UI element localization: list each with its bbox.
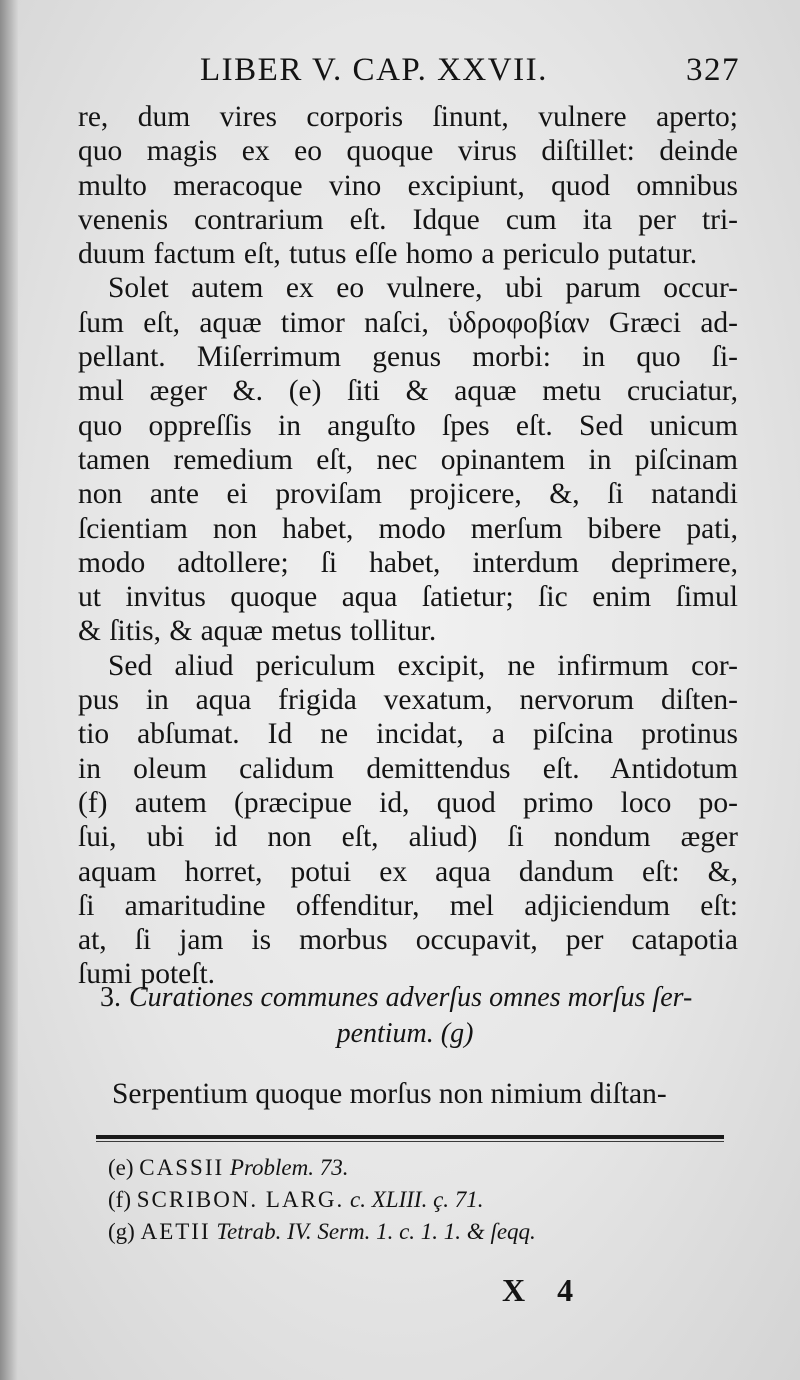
- running-head: [200, 52, 740, 96]
- section-number: 3.: [100, 982, 121, 1013]
- footnote-mark: (g): [108, 1219, 135, 1244]
- body-line: Sed aliud periculum excipit, ne infirmum cor-: [108, 649, 738, 682]
- footnote-author: SCRIBON. LARG.: [136, 1187, 345, 1212]
- body-line: at, ſi jam is morbus occupavit, per catapotia: [78, 924, 738, 957]
- body-line: tamen remedium eſt, nec opinantem in piſcinam: [78, 443, 738, 476]
- body-line: mul æger &. (e) ſiti & aquæ metu cruciatur,: [78, 375, 738, 408]
- body-line: multo meracoque vino excipiunt, quod omnibus: [78, 169, 738, 202]
- running-head-title: LIBER V. CAP. XXVII.: [200, 52, 548, 88]
- body-line: (f) autem (præcipue id, quod primo loco po-: [78, 786, 738, 819]
- footnote-author: CASSII: [139, 1155, 225, 1180]
- section-title-line2: pentium. (g): [336, 1018, 474, 1049]
- page-gutter-edge: [0, 0, 18, 1380]
- body-line: ut invitus quoque aqua ſatietur; ſic enim ſimul: [78, 581, 738, 614]
- footnote-reference: Problem. 73.: [229, 1155, 349, 1180]
- body-line: Solet autem ex eo vulnere, ubi parum occur-: [108, 272, 738, 305]
- section-title-line1: Curationes communes adverſus omnes morſus ſer-: [129, 982, 693, 1013]
- body-line: in oleum calidum demittendus eſt. Antidotum: [78, 752, 738, 785]
- body-line: ſum eſt, aquæ timor naſci, ὑδροφοβίαν Græci ad-: [78, 306, 738, 339]
- body-line: ſui, ubi id non eſt, aliud) ſi nondum æger: [78, 821, 738, 854]
- body-line: pus in aqua frigida vexatum, nervorum diſten-: [78, 684, 738, 717]
- footnote-rule-thin: [96, 1141, 724, 1142]
- continuation-line: Serpentium quoque morſus non nimium diſtan-: [112, 1078, 667, 1110]
- body-line: & ſitis, & aquæ metus tollitur.: [78, 615, 437, 648]
- footnote-mark: (e): [108, 1155, 134, 1180]
- body-line: modo adtollere; ſi habet, interdum deprimere,: [78, 546, 738, 579]
- footnote-rule: [96, 1135, 724, 1139]
- body-line: ſcientiam non habet, modo merſum bibere pati,: [78, 512, 738, 545]
- section-heading: [100, 980, 750, 1052]
- footnote: [108, 1184, 728, 1216]
- body-line: ſumi poteſt.: [78, 958, 216, 991]
- page-number: 327: [686, 52, 740, 88]
- footnotes: [108, 1152, 728, 1248]
- footnote-reference: Tetrab. IV. Serm. 1. c. 1. 1. & ſeqq.: [216, 1219, 536, 1244]
- body-line: quo oppreſſis in anguſto ſpes eſt. Sed unicum: [78, 409, 738, 442]
- body-line: tio abſumat. Id ne incidat, a piſcina protinus: [78, 718, 738, 751]
- body-line: venenis contrarium eſt. Idque cum ita per tri-: [78, 203, 738, 236]
- footnote-author: AETII: [140, 1219, 211, 1244]
- footnote: [108, 1152, 728, 1184]
- body-line: non ante ei proviſam projicere, &, ſi natandi: [78, 478, 738, 511]
- body-line: re, dum vires corporis ſinunt, vulnere aperto;: [78, 101, 738, 133]
- body-line: quo magis ex eo quoque virus diſtillet: deinde: [78, 135, 738, 168]
- body-line: aquam horret, potui ex aqua dandum eſt: &,: [78, 855, 738, 888]
- body-line: duum factum eſt, tutus eſſe homo a periculo putatur.: [78, 238, 698, 271]
- body-line: pellant. Miſerrimum genus morbi: in quo ſi-: [78, 341, 738, 374]
- footnote: [108, 1216, 728, 1248]
- footnote-mark: (f): [108, 1187, 131, 1212]
- body-text: [78, 100, 738, 992]
- signature-mark: X 4: [502, 1272, 586, 1308]
- footnote-reference: c. XLIII. ç. 71.: [350, 1187, 484, 1212]
- body-line: ſi amaritudine offenditur, mel adjiciendum eſt:: [78, 889, 738, 922]
